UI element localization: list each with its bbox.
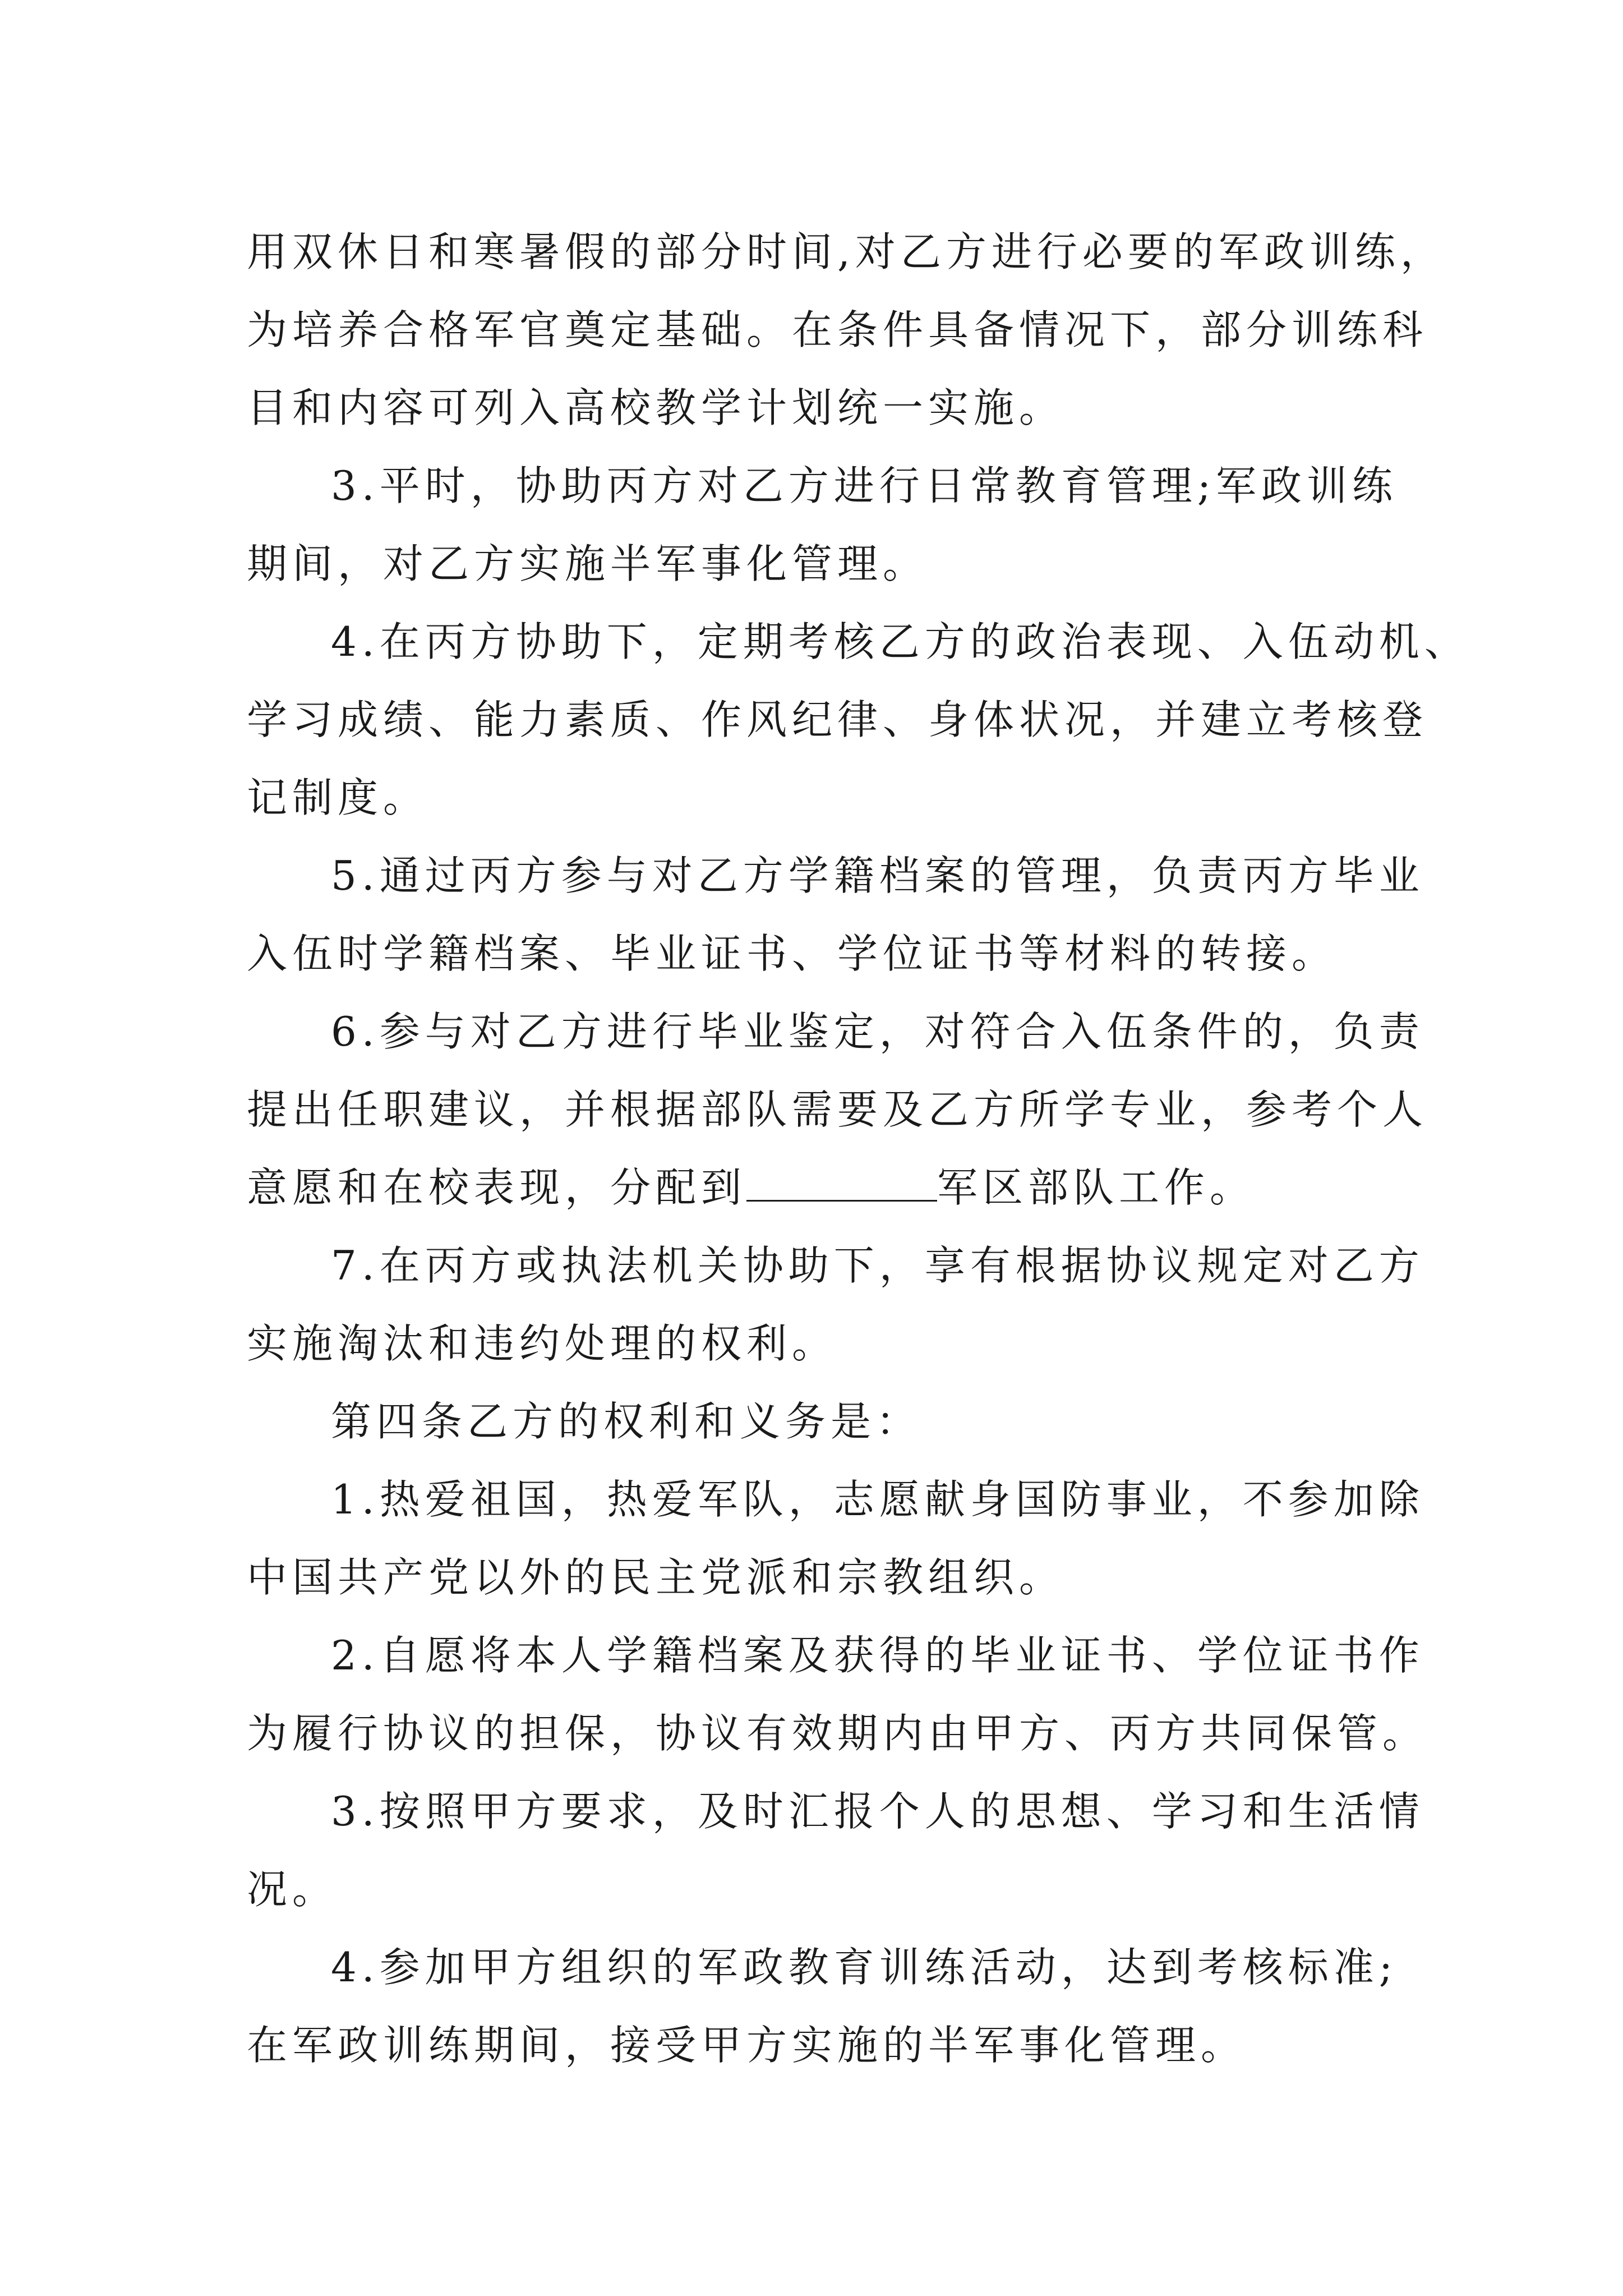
paragraph-line: 在军政训练期间，接受甲方实施的半军事化管理。 — [247, 2022, 1247, 2069]
paragraph-line: 期间，对乙方实施半军事化管理。 — [247, 540, 929, 587]
paragraph-line: 2.自愿将本人学籍档案及获得的毕业证书、学位证书作 — [331, 1632, 1424, 1679]
paragraph-line: 目和内容可列入高校教学计划统一实施。 — [247, 384, 1065, 431]
paragraph-line: 入伍时学籍档案、毕业证书、学位证书等材料的转接。 — [247, 930, 1338, 977]
paragraph-line: 学习成绩、能力素质、作风纪律、身体状况，并建立考核登 — [247, 696, 1428, 743]
paragraph-line: 为培养合格军官奠定基础。在条件具备情况下，部分训练科 — [247, 306, 1428, 353]
paragraph-line: 为履行协议的担保，协议有效期内由甲方、丙方共同保管。 — [247, 1710, 1428, 1757]
line-text-after-blank: 军区部队工作。 — [937, 1164, 1256, 1211]
paragraph-line: 中国共产党以外的民主党派和宗教组织。 — [247, 1554, 1065, 1601]
paragraph-line: 3.平时，协助丙方对乙方进行日常教育管理;军政训练 — [331, 462, 1398, 509]
fill-in-blank — [746, 1161, 937, 1202]
paragraph-line: 4.在丙方协助下，定期考核乙方的政治表现、入伍动机、 — [331, 618, 1470, 665]
paragraph-line: 5.通过丙方参与对乙方学籍档案的管理，负责丙方毕业 — [331, 852, 1424, 899]
paragraph-line: 记制度。 — [247, 774, 429, 821]
paragraph-line: 提出任职建议，并根据部队需要及乙方所学专业，参考个人 — [247, 1086, 1428, 1133]
line-text-before-blank: 意愿和在校表现，分配到 — [247, 1164, 747, 1211]
paragraph-line: 6.参与对乙方进行毕业鉴定，对符合入伍条件的，负责 — [331, 1008, 1424, 1055]
document-body — [247, 213, 1470, 2085]
paragraph-line: 用双休日和寒暑假的部分时间,对乙方进行必要的军政训练， — [247, 228, 1446, 275]
paragraph-line: 实施淘汰和违约处理的权利。 — [247, 1320, 838, 1367]
paragraph-line: 7.在丙方或执法机关协助下，享有根据协议规定对乙方 — [331, 1242, 1424, 1289]
section-heading: 第四条乙方的权利和义务是： — [331, 1398, 922, 1445]
paragraph-line: 4.参加甲方组织的军政教育训练活动，达到考核标准; — [331, 1944, 1398, 1991]
paragraph-line: 3.按照甲方要求，及时汇报个人的思想、学习和生活情 — [331, 1788, 1424, 1835]
paragraph-line: 况。 — [247, 1866, 338, 1913]
paragraph-line: 1.热爱祖国，热爱军队，志愿献身国防事业，不参加除 — [331, 1476, 1424, 1523]
paragraph-line-with-blank — [247, 1149, 1436, 1227]
